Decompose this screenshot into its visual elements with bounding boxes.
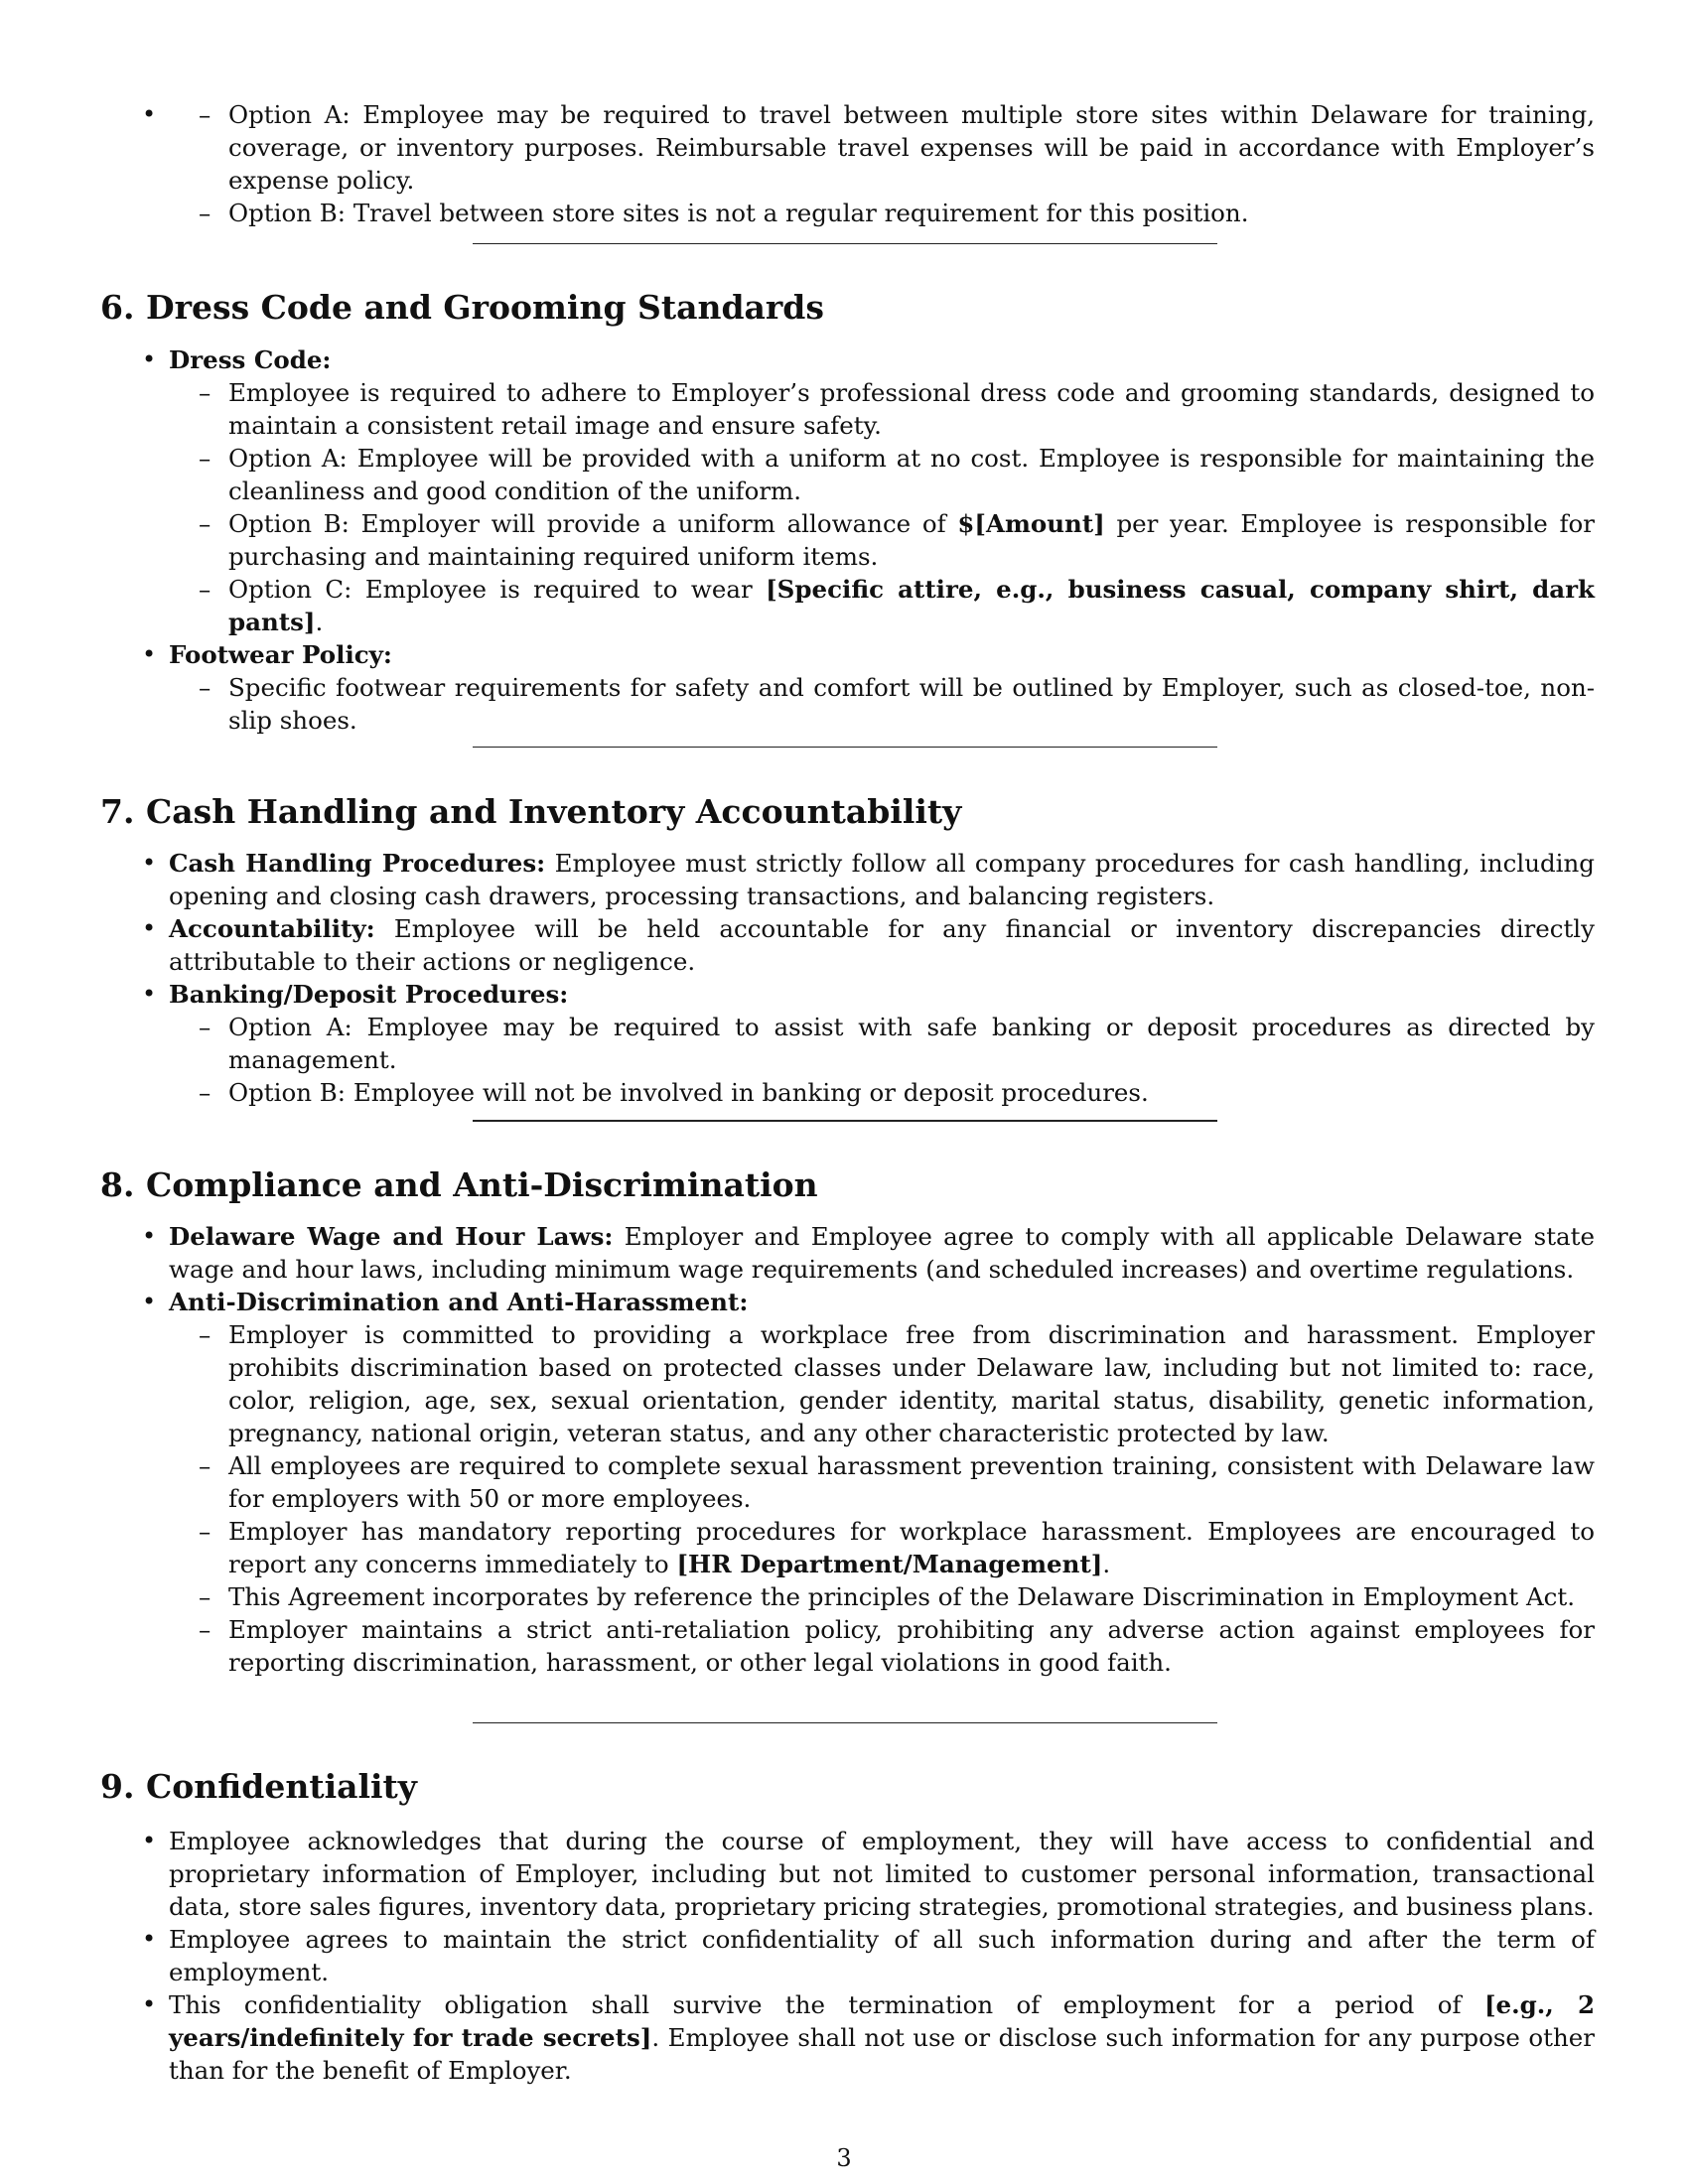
section-8-title: Compliance and Anti-Discrimination: [146, 1165, 818, 1204]
anti-discrimination-label: Anti-Discrimination and Anti-Harassment:: [169, 1288, 749, 1316]
option-c-text-1: Option C: Employee is required to wear: [228, 575, 767, 604]
dress-code-intro: – Employee is required to adhere to Employer’s professional dress code and grooming standards, designed to maintain a consistent retail image and ensure safety.: [228, 376, 1595, 442]
specific-attire-placeholder: [Specific attire, e.g., business casual, company shirt, dark pants]: [228, 575, 1596, 636]
section-divider: [473, 747, 1217, 748]
section-6-title: Dress Code and Grooming Standards: [146, 288, 824, 327]
section-9-heading: [100, 1767, 417, 1807]
travel-options-list: [169, 98, 1595, 229]
accountability-item: [169, 912, 1595, 978]
dress-code-label: Dress Code:: [169, 345, 332, 374]
travel-option-a: – • Option A: Employee may be required to travel between multiple store sites within Delaware for training, coverage, or inventory purposes. Reimbursable travel expenses will be paid in accordance with Employer’s expense policy.: [228, 98, 1595, 197]
cash-handling-label: Cash Handling Procedures:: [169, 849, 546, 878]
cash-handling-item: [169, 847, 1595, 912]
dress-code-option-b: [228, 507, 1595, 573]
banking-sublist: [169, 1011, 1595, 1109]
banking-label: Banking/Deposit Procedures:: [169, 980, 569, 1009]
wage-laws-text: Employer and Employee agree to comply with all applicable Delaware state wage and hour laws, including minimum wage requirements (and scheduled increases) and overtime regulations.: [169, 1222, 1595, 1284]
dress-code-option-a: – Option A: Employee will be provided with a uniform at no cost. Employee is responsible for maintaining the cleanliness and good condition of the uniform.: [228, 442, 1595, 507]
confidentiality-item-2: • Employee agrees to maintain the strict confidentiality of all such information during and after the term of employment.: [169, 1923, 1595, 1988]
travel-options-sublist: [169, 98, 1595, 229]
section-8-list: [169, 1220, 1595, 1679]
wage-laws-label: Delaware Wage and Hour Laws:: [169, 1222, 614, 1251]
option-b-text-1: Option B: Employer will provide a uniform allowance of: [228, 509, 958, 538]
dress-code-item: [169, 343, 1595, 638]
accountability-text: Employee will be held accountable for any financial or inventory discrepancies directly attributable to their actions or negligence.: [169, 914, 1595, 976]
footwear-item: [169, 638, 1595, 737]
footwear-sublist: [169, 671, 1595, 737]
dress-code-option-c: [228, 573, 1595, 638]
wage-laws-item: [169, 1220, 1595, 1286]
banking-item: [169, 978, 1595, 1109]
section-7-title: Cash Handling and Inventory Accountability: [146, 792, 962, 831]
confidentiality-text-1: This confidentiality obligation shall survive the termination of employment for a period of: [169, 1990, 1484, 2019]
footwear-text: – Specific footwear requirements for safety and comfort will be outlined by Employer, such as closed-toe, non-slip shoes.: [228, 671, 1595, 737]
cash-handling-text: Employee must strictly follow all company procedures for cash handling, including opening and closing cash drawers, processing transactions, and balancing registers.: [169, 849, 1595, 910]
section-7-number: 7.: [100, 792, 135, 831]
anti-discrimination-item-1: – Employer is committed to providing a workplace free from discrimination and harassment. Employer prohibits discrimination based on protected classes under Delaware law, including but not limited to: race, color, religion, age, sex, sexual orientation, gender identity, marital status, disability, genetic information, pregnancy, national origin, veteran status, and any other characteristic protected by law.: [228, 1318, 1595, 1449]
section-9-list: [169, 1825, 1595, 2087]
section-6-number: 6.: [100, 288, 135, 327]
section-divider: [473, 1722, 1217, 1723]
option-c-text-2: .: [315, 608, 324, 636]
page-number: 3: [836, 2144, 852, 2172]
section-6-list: [169, 343, 1595, 737]
confidentiality-period-placeholder: [e.g., 2 years/indefinitely for trade secrets]: [169, 1990, 1596, 2052]
accountability-label: Accountability:: [169, 914, 375, 943]
dress-code-sublist: [169, 376, 1595, 638]
anti-discrimination-item-2: – All employees are required to complete sexual harassment prevention training, consistent with Delaware law for employers with 50 or more employees.: [228, 1449, 1595, 1515]
confidentiality-item-3: [169, 1988, 1595, 2087]
section-9-title: Confidentiality: [146, 1767, 417, 1806]
banking-option-a: – Option A: Employee may be required to assist with safe banking or deposit procedures as directed by management.: [228, 1011, 1595, 1076]
hr-department-placeholder: [HR Department/Management]: [676, 1550, 1103, 1578]
anti-discrimination-sublist: [169, 1318, 1595, 1679]
anti-discrimination-item-3: [228, 1515, 1595, 1580]
travel-option-b: – Option B: Travel between store sites is not a regular requirement for this position.: [228, 197, 1595, 229]
section-divider: [473, 243, 1217, 244]
section-7-heading: [100, 792, 961, 832]
uniform-allowance-placeholder: $[Amount]: [957, 509, 1105, 538]
section-9-number: 9.: [100, 1767, 135, 1806]
reporting-text-1: Employer has mandatory reporting procedures for workplace harassment. Employees are encouraged to report any concerns immediately to: [228, 1517, 1595, 1578]
section-7-list: [169, 847, 1595, 1109]
footwear-label: Footwear Policy:: [169, 640, 392, 669]
section-divider: [473, 1120, 1217, 1122]
reporting-text-2: .: [1102, 1550, 1111, 1578]
option-b-text-2: per year. Employee is responsible for purchasing and maintaining required uniform items.: [228, 509, 1595, 571]
travel-options-container: [169, 98, 1595, 229]
anti-discrimination-item-4: – This Agreement incorporates by reference the principles of the Delaware Discrimination in Employment Act.: [228, 1580, 1595, 1613]
section-8-heading: [100, 1165, 818, 1205]
section-8-number: 8.: [100, 1165, 135, 1204]
confidentiality-text-2: . Employee shall not use or disclose such information for any purpose other than for the benefit of Employer.: [169, 2023, 1595, 2085]
section-6-heading: [100, 288, 824, 328]
anti-discrimination-item-5: – Employer maintains a strict anti-retaliation policy, prohibiting any adverse action against employees for reporting discrimination, harassment, or other legal violations in good faith.: [228, 1613, 1595, 1679]
confidentiality-item-1: • Employee acknowledges that during the course of employment, they will have access to confidential and proprietary information of Employer, including but not limited to customer personal information, transactional data, store sales figures, inventory data, proprietary pricing strategies, promotional strategies, and business plans.: [169, 1825, 1595, 1923]
anti-discrimination-item: [169, 1286, 1595, 1679]
banking-option-b: – Option B: Employee will not be involved in banking or deposit procedures.: [228, 1076, 1595, 1109]
